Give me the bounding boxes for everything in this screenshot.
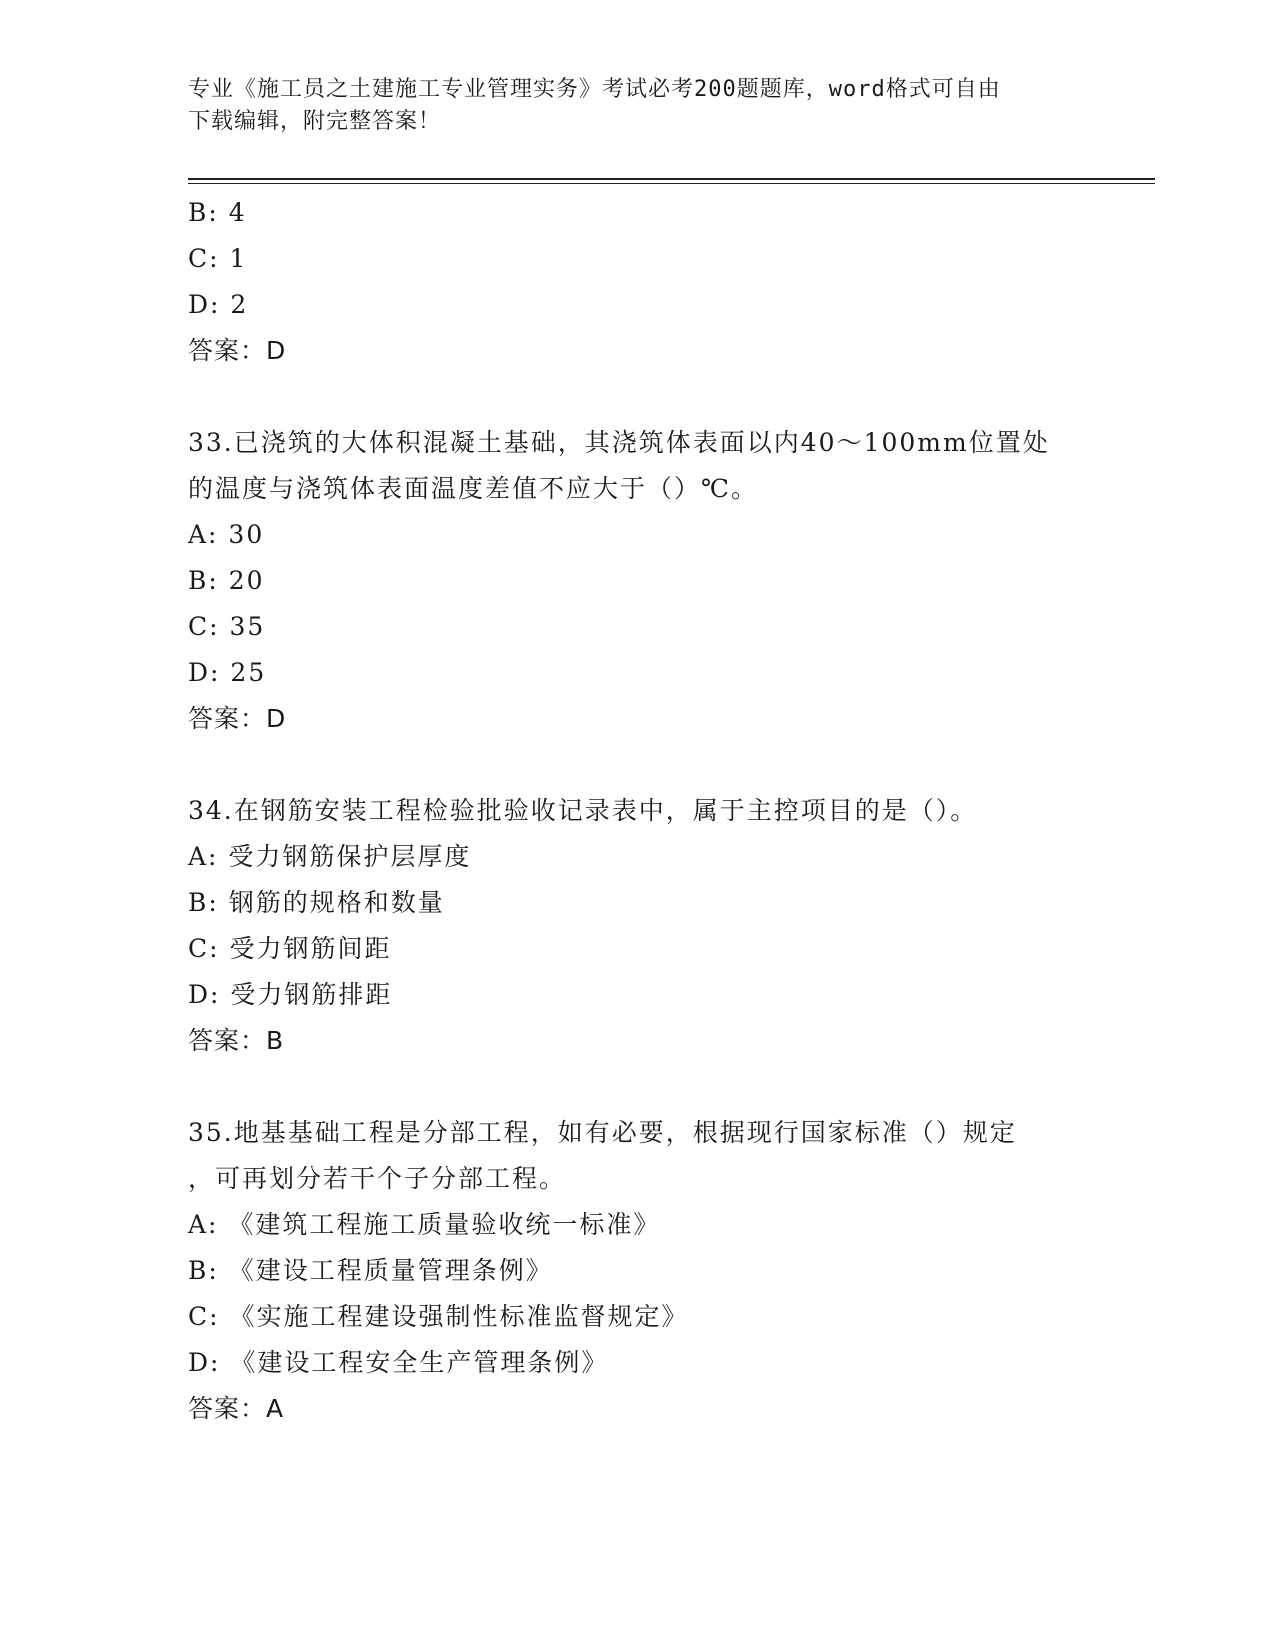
option-d: D: 受力钢筋排距 (188, 980, 393, 1009)
option-c: C: 35 (188, 612, 266, 641)
option-c: C: 1 (188, 244, 248, 273)
option-c: C: 受力钢筋间距 (188, 934, 392, 963)
option-a: A: 30 (188, 520, 265, 549)
question-text-line-2: ，可再划分若干个子分部工程。 (188, 1164, 567, 1193)
option-d: D: 25 (188, 658, 267, 687)
answer-line: 答案：D (188, 704, 287, 733)
header-line-1: 专业《施工员之土建施工专业管理实务》考试必考200题题库，word格式可自由 (188, 77, 1001, 102)
question-block-35 (188, 1110, 1088, 1432)
header-line-2: 下载编辑，附完整答案！ (188, 109, 442, 134)
document-header (188, 74, 1068, 138)
spacer (188, 1064, 1088, 1110)
question-text-line-1: 34.在钢筋安装工程检验批验收记录表中，属于主控项目的是（）。 (188, 796, 978, 825)
spacer (188, 742, 1088, 788)
option-c: C: 《实施工程建设强制性标准监督规定》 (188, 1302, 689, 1331)
question-block-33 (188, 420, 1088, 742)
option-b: B: 4 (188, 198, 247, 227)
option-a: A: 受力钢筋保护层厚度 (188, 842, 472, 871)
question-text-line-2: 的温度与浇筑体表面温度差值不应大于（）℃。 (188, 474, 758, 503)
answer-line: 答案：A (188, 1394, 285, 1423)
option-a: A: 《建筑工程施工质量验收统一标准》 (188, 1210, 661, 1239)
option-d: D: 2 (188, 290, 249, 319)
question-block-34 (188, 788, 1088, 1064)
answer-line: 答案：D (188, 336, 287, 365)
option-d: D: 《建设工程安全生产管理条例》 (188, 1348, 609, 1377)
question-text-line-1: 33.已浇筑的大体积混凝土基础，其浇筑体表面以内40～100mm位置处 (188, 428, 1050, 457)
answer-line: 答案：B (188, 1026, 285, 1055)
option-b: B: 20 (188, 566, 265, 595)
question-block-prev (188, 190, 1088, 374)
header-divider-thin (188, 183, 1155, 184)
question-text-line-1: 35.地基基础工程是分部工程，如有必要，根据现行国家标准（）规定 (188, 1118, 1017, 1147)
spacer (188, 374, 1088, 420)
header-divider-thick (188, 178, 1155, 180)
question-list (188, 190, 1088, 1432)
option-b: B: 钢筋的规格和数量 (188, 888, 445, 917)
option-b: B: 《建设工程质量管理条例》 (188, 1256, 553, 1285)
